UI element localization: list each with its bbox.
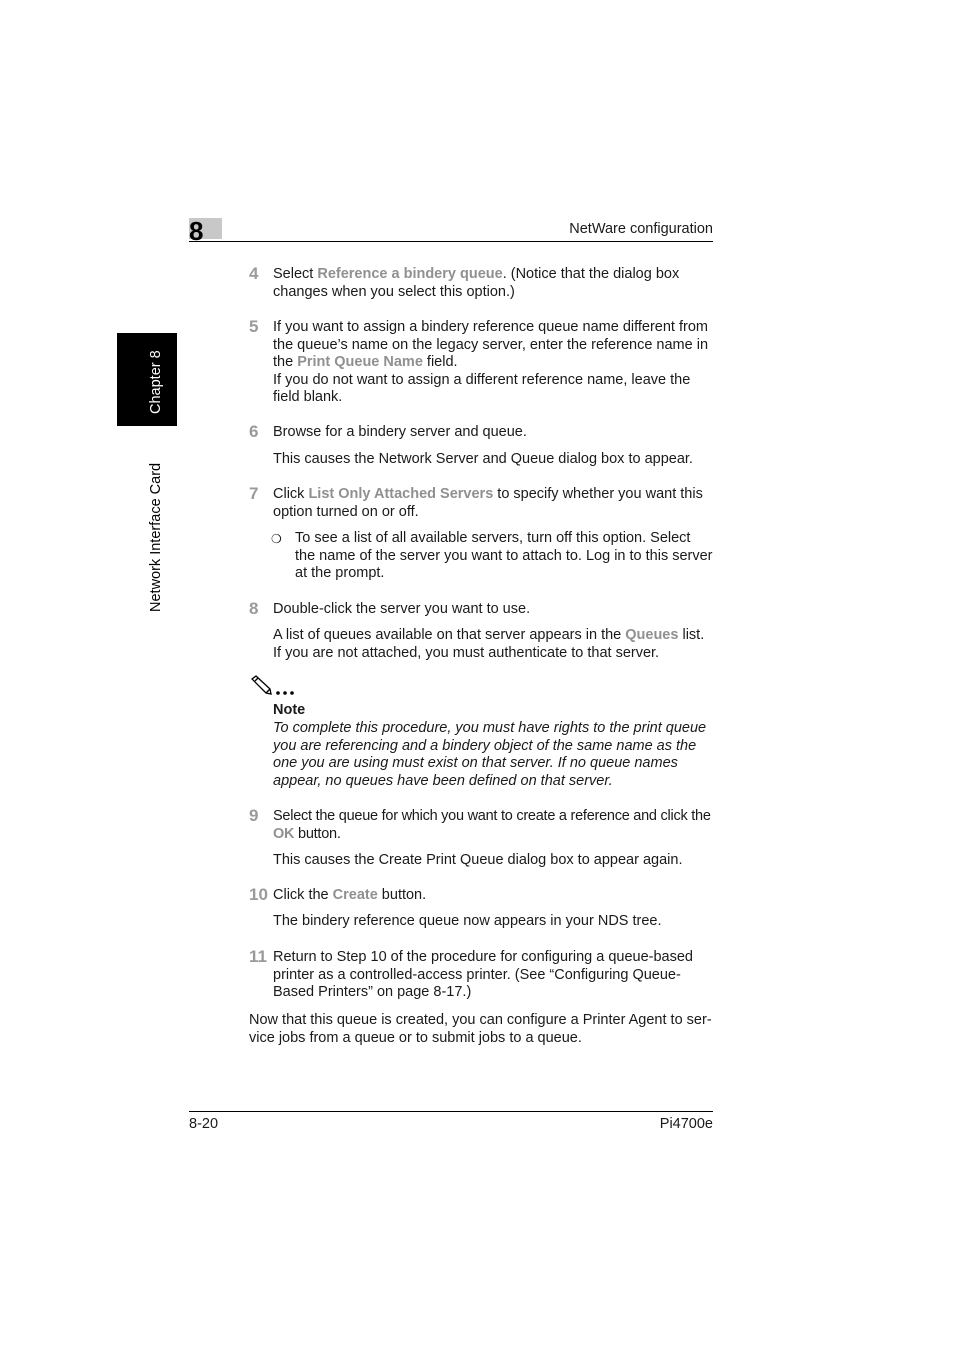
step-number: 6: [249, 422, 259, 441]
ui-term: Queues: [625, 627, 679, 643]
step-9-text: Select the queue for which you want to create a reference and click the OK button.: [273, 808, 711, 842]
note-text: To complete this procedure, you must have rights to the print queue you are referencing and a bindery object of the same name as the one you are using must exist on that server. If no queue names appear, no queues have been defined on that server.: [273, 720, 707, 789]
ui-term: List Only Attached Servers: [308, 486, 494, 502]
step-number: 10: [249, 885, 268, 904]
step-8-text: Double-click the server you want to use.: [273, 601, 531, 617]
note-label: Note: [273, 702, 306, 718]
step-5-text: If you want to assign a bindery reference queue name different from the queue’s name on the legacy server, enter the reference name in the Print Queue Name field. If you do not want to assign a different reference name, leave the field blank.: [273, 319, 709, 406]
manual-name-label: Network Interface Card: [148, 462, 164, 612]
header-rule: [189, 241, 713, 242]
step-number: 5: [249, 317, 259, 336]
step-number: 7: [249, 484, 259, 503]
ui-term: Reference a bindery queue: [317, 266, 503, 282]
section-title: NetWare configuration: [569, 221, 713, 237]
closing-paragraph: Now that this queue is created, you can configure a Printer Agent to ser-vice jobs from a queue or to submit jobs to a queue.: [249, 1012, 712, 1046]
chapter-tab-label: Chapter 8: [148, 350, 164, 414]
step-number: 11: [249, 947, 267, 966]
page-number: 8-20: [189, 1116, 219, 1132]
step-number: 8: [249, 599, 259, 618]
step-10-text: Click the Create button.: [273, 887, 427, 903]
step-6-result: This causes the Network Server and Queue dialog box to appear.: [273, 451, 693, 467]
note-pencil-icon: [250, 674, 300, 698]
step-11-text: Return to Step 10 of the procedure for configuring a queue-based printer as a controlled-access printer. (See “Configuring Queue-Based Printers” on page 8-17.): [273, 949, 693, 1001]
step-4-text: Select Reference a bindery queue. (Notice that the dialog box changes when you select this option.): [273, 266, 680, 300]
product-name: Pi4700e: [659, 1116, 713, 1132]
step-7-text: Click List Only Attached Servers to specify whether you want this option turned on or off.: [273, 486, 703, 520]
step-7-bullet: To see a list of all available servers, turn off this option. Select the name of the server you want to attach to. Log in to this server at the prompt.: [295, 530, 713, 582]
ui-term: Print Queue Name: [297, 354, 423, 371]
step-6-text: Browse for a bindery server and queue.: [273, 424, 527, 440]
step-number: 4: [249, 264, 259, 283]
step-8-result: A list of queues available on that server appears in the Queues list. If you are not attached, you must authenticate to that server.: [273, 627, 705, 661]
ui-term: Create: [332, 887, 378, 903]
step-number: 9: [249, 806, 259, 825]
bullet-circle-icon: ❍: [271, 532, 282, 546]
chapter-number: 8: [189, 216, 204, 246]
step-10-result: The bindery reference queue now appears in your NDS tree.: [273, 913, 662, 929]
step-9-result: This causes the Create Print Queue dialog box to appear again.: [273, 852, 683, 868]
ui-term: OK: [273, 825, 295, 842]
footer-rule: [189, 1111, 713, 1112]
